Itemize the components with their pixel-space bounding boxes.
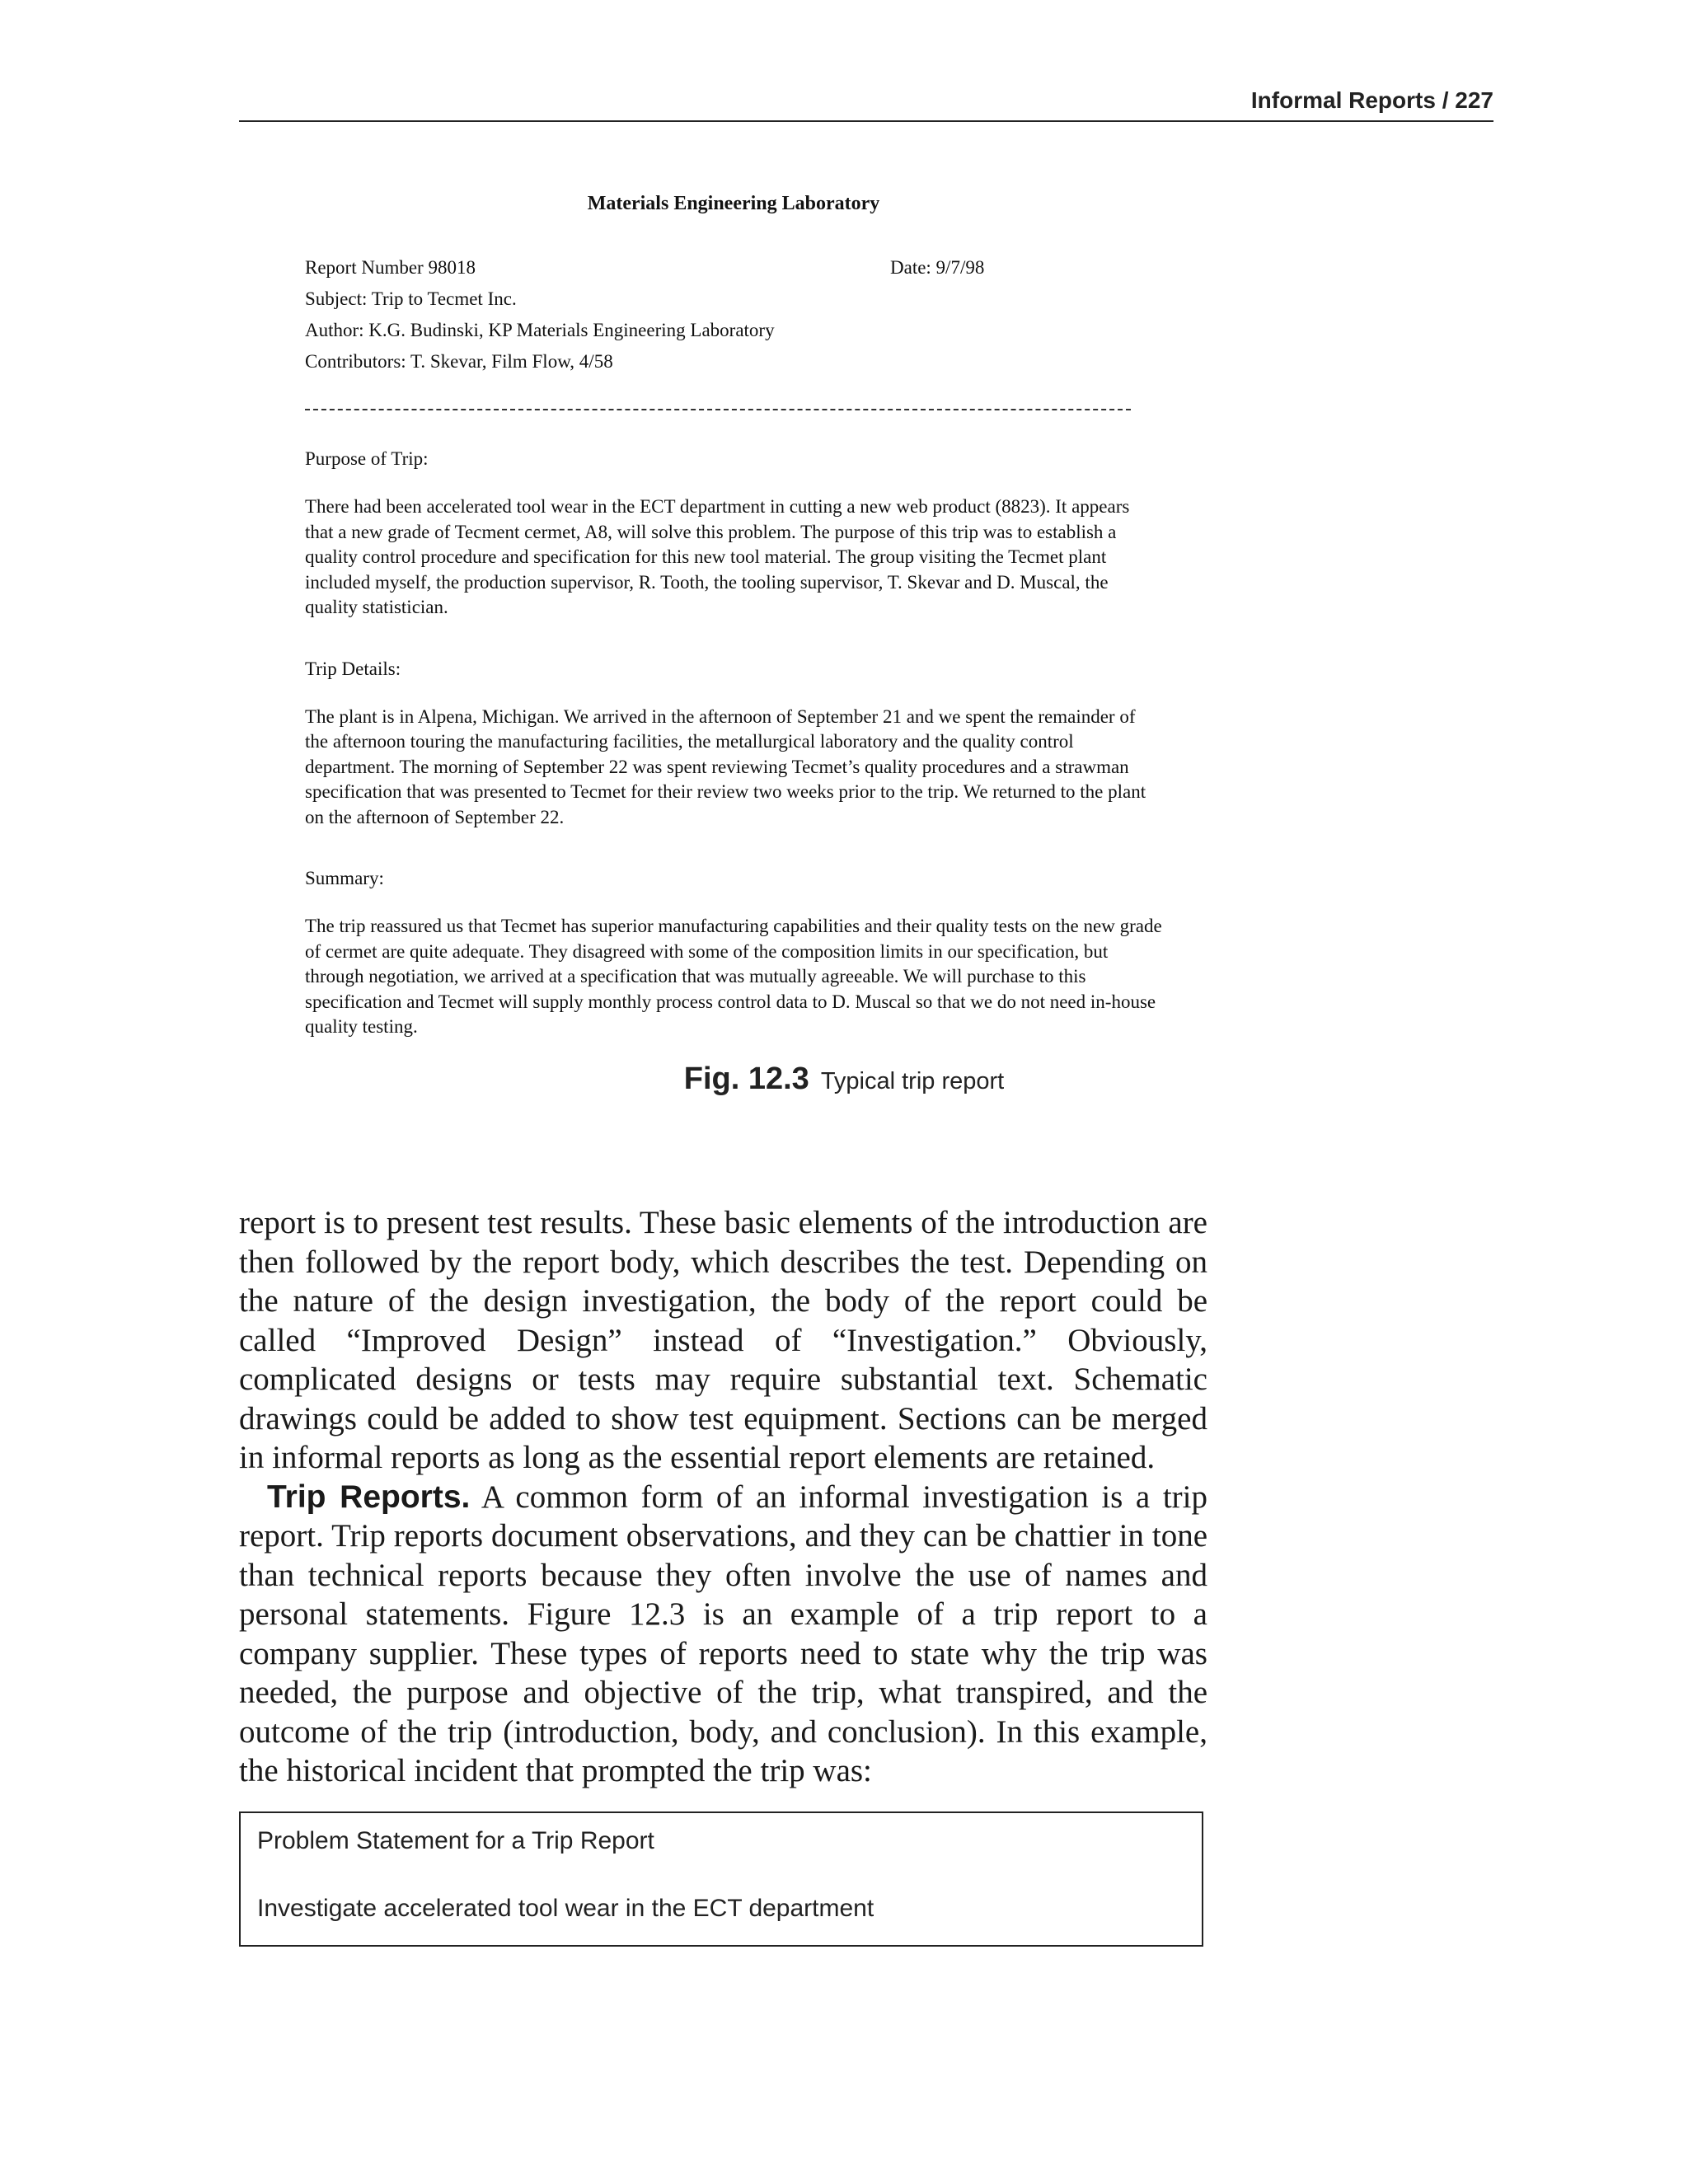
report-number: Report Number 98018 [305,257,476,278]
problem-box-title: Problem Statement for a Trip Report [257,1827,654,1854]
body-text [239,1203,1207,1791]
details-heading: Trip Details: [305,658,401,679]
running-head-text: Informal Reports / 227 [1250,87,1493,113]
lab-title: Materials Engineering Laboratory [587,193,880,214]
summary-heading: Summary: [305,868,384,888]
purpose-heading: Purpose of Trip: [305,448,429,469]
report-author: Author: K.G. Budinski, KP Materials Engineering Laboratory [305,320,775,340]
trip-report-figure [305,191,1162,1040]
trip-reports-heading: Trip Reports. [267,1479,471,1515]
purpose-text: There had been accelerated tool wear in the ECT department in cutting a new web product (8823). It appears that a new grade of Tecment cermet, A8, will solve this problem. The purpose of this trip was to establish a quality control procedure and specification for this new tool material. The group visiting the Tecmet plant included myself, the production supervisor, R. Tooth, the tooling supervisor, T. Skevar and D. Muscal, the quality statistician. [305,496,1130,617]
report-contributors: Contributors: T. Skevar, Film Flow, 4/58 [305,351,613,372]
figure-caption [0,1062,1688,1097]
report-number-line [305,252,1162,284]
body-paragraph-2 [239,1478,1207,1791]
figure-number: Fig. 12.3 [683,1062,809,1096]
running-header [239,82,1493,122]
body-paragraph-2-text: A common form of an informal investigation is a trip report. Trip reports document observations, and they can be chattier in tone than technical reports because they often involve the use of names and personal statements. Figure 12.3 is an example of a trip report to a company supplier. These types of reports need to state why the trip was needed, the purpose and objective of the trip, what transpired, and the outcome of the trip (introduction, body, and conclusion). In this example, the historical incident that prompted the trip was: [239,1479,1207,1788]
problem-statement-box [239,1811,1203,1947]
problem-box-spacer [257,1858,1185,1892]
summary-text: The trip reassured us that Tecmet has superior manufacturing capabilities and their quality tests on the new grade of cermet are quite adequate. They disagreed with some of the composition limits in our specification, but through negotiation, we arrived at a specification that was mutually agreeable. We will purchase to this specification and Tecmet will supply monthly process control data to D. Muscal so that we do not need in-house quality testing. [305,916,1162,1037]
body-paragraph-1: report is to present test results. These basic elements of the introduction are then followed by the report body, which describes the test. Depending on the nature of the design investigation, the body of the report could be called “Improved Design” instead of “Investigation.” Obviously, complicated designs or tests may require substantial text. Schematic drawings could be added to show test equipment. Sections can be merged in informal reports as long as the essential report elements are retained. [239,1205,1207,1475]
report-date: Date: 9/7/98 [890,257,985,278]
problem-box-statement: Investigate accelerated tool wear in the ECT department [257,1895,874,1922]
report-subject: Subject: Trip to Tecmet Inc. [305,288,517,309]
dashed-separator [305,409,1131,410]
details-text: The plant is in Alpena, Michigan. We arrived in the afternoon of September 21 and we spent the remainder of the afternoon touring the manufacturing facilities, the metallurgical laboratory and the quality control department. The morning of September 22 was spent reviewing Tecmet’s quality procedures and a strawman specification that was presented to Tecmet for their review two weeks prior to the trip. We returned to the plant on the afternoon of September 22. [305,705,1146,827]
figure-caption-text: Typical trip report [820,1068,1005,1094]
